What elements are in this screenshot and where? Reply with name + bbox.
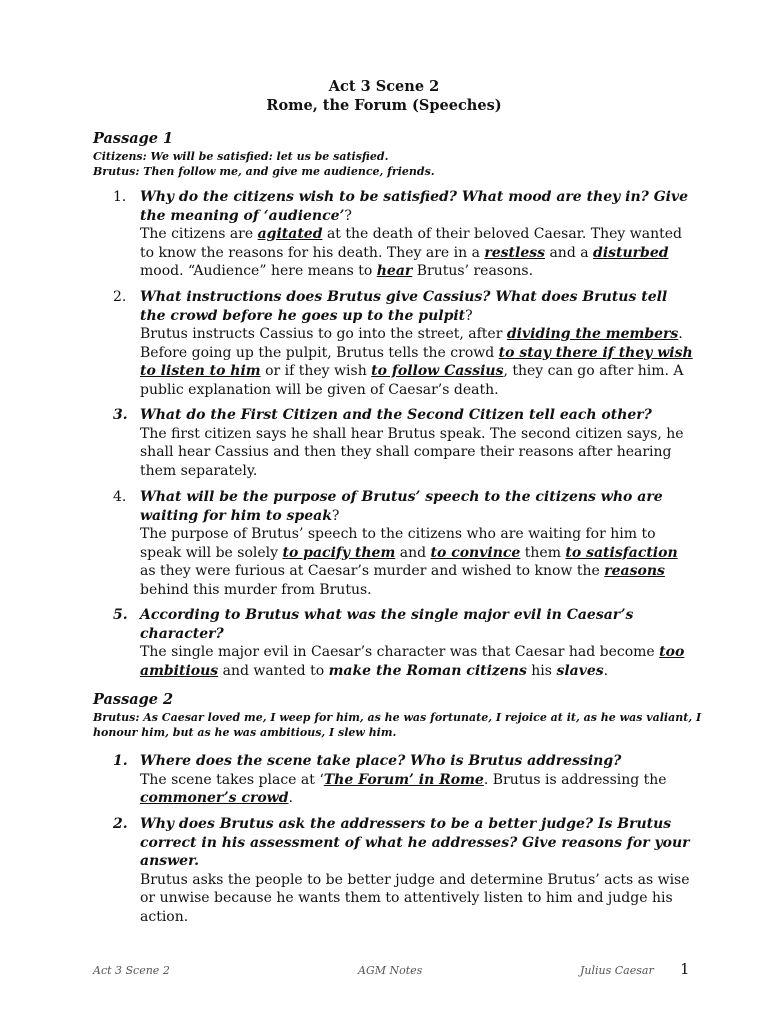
answer-text: them	[520, 544, 566, 561]
answer-emphasis: restless	[484, 244, 545, 261]
answer-text: and wanted to	[218, 662, 329, 679]
answer-emphasis: reasons	[604, 563, 665, 579]
document-title: Act 3 Scene 2	[328, 78, 440, 95]
quote-line: Brutus: Then follow me, and give me audience, friends.	[93, 164, 435, 178]
question-number: 5.	[113, 607, 128, 623]
answer-text: The scene takes place at ‘	[140, 771, 324, 788]
answer-text: at the death of their beloved Caesar. They wanted to know the reasons for his death. They are in a	[140, 226, 682, 261]
question-number: 2.	[113, 816, 128, 832]
question-number: 1.	[113, 753, 128, 769]
answer-emphasis: agitated	[257, 226, 323, 242]
answer-text: The single major evil in Caesar’s character was that Caesar had become	[140, 644, 660, 660]
question-text: Why does Brutus ask the addressers to be a better judge? Is Brutus correct in his assessment of what he addresses? Give reasons for your answer.	[140, 816, 690, 869]
answer-text: his	[526, 662, 557, 679]
question-number: 2.	[113, 289, 127, 305]
answer-text: Brutus instructs Cassius to go into the street, after	[140, 326, 507, 342]
answer-emphasis: The Forum’ in Rome	[323, 771, 484, 788]
question-mark: ?	[465, 307, 473, 324]
question-item	[113, 815, 693, 926]
answer-text: behind this murder from Brutus.	[140, 581, 372, 598]
passage-1-heading: Passage 1	[93, 130, 174, 147]
question-text: What instructions does Brutus give Cassius? What does Brutus tell the crowd before he goes up to the pulpit	[140, 289, 668, 324]
answer-text: The purpose of Brutus’ speech to the citizens who are waiting for him to speak will be solely	[140, 526, 656, 561]
question-text: What will be the purpose of Brutus’ speech to the citizens who are waiting for him to speak	[140, 489, 663, 524]
quote-line: Citizens: We will be satisfied: let us be satisfied.	[93, 150, 389, 163]
answer-emphasis: hear	[376, 263, 413, 279]
passage-2-quote: Brutus: As Caesar loved me, I weep for him, as he was fortunate, I rejoice at it, as he was valiant, I honour him, but as he was ambitious, I slew him.	[93, 711, 702, 739]
document-subtitle: Rome, the Forum (Speeches)	[266, 97, 502, 114]
answer-text: mood. “Audience” here means to	[140, 263, 377, 279]
question-number: 4.	[113, 489, 127, 505]
answer-text: The first citizen says he shall hear Brutus speak. The second citizen says, he shall hear Cassius and then they shall compare their reasons after hearing them separately.	[140, 425, 684, 479]
answer-emphasis: disturbed	[593, 244, 669, 261]
question-mark: ?	[331, 507, 340, 524]
answer-text: .	[288, 790, 293, 806]
question-item	[113, 488, 693, 599]
answer-emphasis: to follow Cassius	[371, 363, 504, 379]
answer-text: , they can go after him. A public explanation will be given of Caesar’s death.	[140, 363, 684, 398]
answer-text: as they were furious at Caesar’s murder and wished to know the	[140, 563, 605, 579]
answer-emphasis: dividing the members	[506, 326, 679, 342]
footer-left: Act 3 Scene 2	[93, 964, 170, 977]
question-text: Why do the citizens wish to be satisfied? What mood are they in? Give the meaning of ‘audience’	[140, 189, 689, 224]
question-item	[113, 752, 693, 808]
answer-emphasis: to pacify them	[282, 544, 396, 561]
answer-text: The citizens are	[140, 226, 258, 242]
answer-text: or if they wish	[260, 363, 372, 379]
question-number: 3.	[113, 407, 128, 423]
question-item	[113, 606, 693, 680]
question-mark: ?	[344, 207, 352, 224]
answer-text: Brutus asks the people to be better judge and determine Brutus’ acts as wise or unwise because he wants them to attentively listen to him and judge his action.	[140, 871, 690, 925]
answer-text: . Brutus is addressing the	[483, 771, 667, 788]
answer-text: and a	[545, 244, 594, 261]
answer-emphasis: commoner’s crowd	[140, 790, 289, 806]
question-text: What do the First Citizen and the Second Citizen tell each other?	[140, 407, 652, 423]
answer-emphasis: to convince	[430, 544, 521, 561]
question-text: According to Brutus what was the single major evil in Caesar’s character?	[140, 607, 634, 642]
passage-2-heading: Passage 2	[93, 691, 174, 708]
answer-bold: make the Roman citizens	[328, 662, 527, 679]
question-text: Where does the scene take place? Who is Brutus addressing?	[140, 753, 622, 769]
answer-bold: slaves	[556, 662, 604, 679]
question-item	[113, 188, 693, 281]
question-item	[113, 406, 693, 480]
footer-center: AGM Notes	[358, 964, 423, 977]
answer-text: .	[603, 662, 609, 679]
answer-emphasis: too ambitious	[140, 644, 685, 679]
answer-text: and	[395, 544, 431, 561]
answer-emphasis: to satisfaction	[565, 544, 678, 561]
question-number: 1.	[113, 189, 127, 205]
question-item	[113, 288, 693, 399]
page-number: 1	[680, 960, 690, 978]
passage-1-quote	[93, 150, 713, 179]
answer-emphasis: to stay there if they wish to listen to him	[140, 344, 693, 379]
footer-right: Julius Caesar	[580, 964, 654, 977]
answer-text: . Before going up the pulpit, Brutus tells the crowd	[140, 326, 683, 361]
answer-text: Brutus’ reasons.	[412, 263, 534, 279]
